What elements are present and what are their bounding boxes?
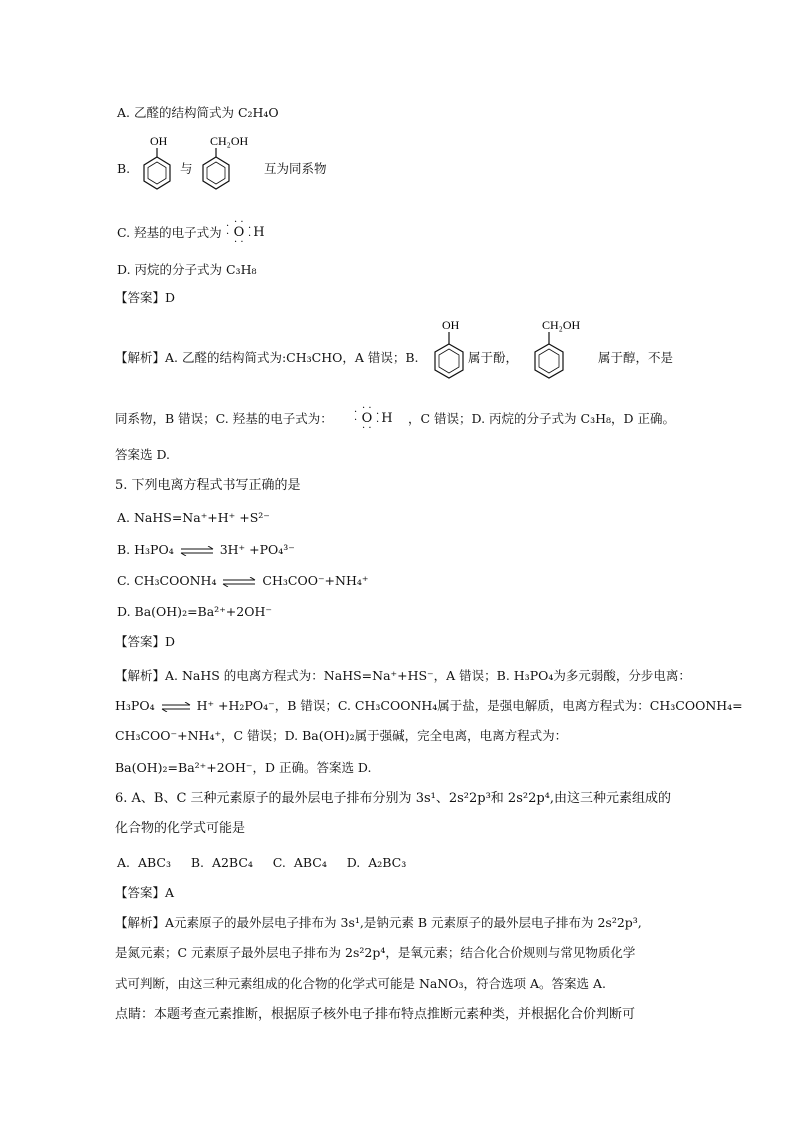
q5-explanation-line1: 【解析】A. NaHS 的电离方程式为：NaHS=Na⁺+HS⁻，A 错误；B. H₃PO₄为多元弱酸，分步电离： (115, 668, 691, 683)
q4-option-b-prefix: B. (117, 161, 131, 176)
q5-exp-line2-left: H₃PO₄ (115, 698, 155, 713)
q4-electron-h: H (253, 225, 265, 240)
benzyl-ch2oh-label-2: CH₂OH (542, 318, 581, 332)
q5-option-a: A. NaHS=Na⁺+H⁺ +S²⁻ (117, 510, 270, 525)
q4-explanation-line3: 答案选 D. (115, 447, 171, 462)
q5-option-c-right: CH₃COO⁻+NH₄⁺ (262, 573, 369, 588)
q5-option-b-left: B. H₃PO₄ (117, 542, 174, 557)
q5-option-c-left: C. CH₃COONH₄ (117, 573, 217, 588)
q4-explanation-line2b: ，C 错误；D. 丙烷的分子式为 C₃H₈，D 正确。 (408, 411, 676, 426)
phenol-oh-label: OH (150, 134, 168, 148)
q5-exp-line2-right: H⁺ +H₂PO₄⁻，B 错误；C. CH₃COONH₄属于盐，是强电解质，电离方程式为：CH₃COONH₄= (196, 698, 743, 713)
q5-option-d: D. Ba(OH)₂=Ba²⁺+2OH⁻ (117, 604, 272, 619)
q6-stem-line1: 6. A、B、C 三种元素原子的最外层电子排布分别为 3s¹、2s²2p³和 2s²2p⁴,由这三种元素组成的 (115, 791, 672, 806)
q4-option-a: A. 乙醛的结构简式为 C₂H₄O (117, 105, 279, 120)
q6-explanation-line3: 式可判断，由这三种元素组成的化合物的化学式可能是 NaNO₃，符合选项 A。答案选 A. (115, 976, 607, 991)
q6-answer: 【答案】A (115, 885, 175, 900)
q4-option-b-yu: 与 (180, 161, 193, 176)
q5-explanation-line4: Ba(OH)₂=Ba²⁺+2OH⁻，D 正确。答案选 D. (115, 760, 372, 775)
q4-option-d: D. 丙烷的分子式为 C₃H₈ (117, 262, 257, 277)
q6-options: A. ABC₃ B. A2BC₄ C. ABC₄ D. A₂BC₃ (117, 855, 407, 870)
q4-explanation-alcohol: 属于醇，不是 (598, 350, 674, 365)
q4-electron-o: O (233, 225, 245, 240)
phenol-oh-label-2: OH (442, 318, 460, 332)
q4-explanation-electron-formula: O · · · · · · · · H (354, 403, 393, 434)
q5-option-c (117, 572, 368, 590)
q6-explanation-line2: 是氮元素；C 元素原子最外层电子排布为 2s²2p⁴，是氧元素；结合化合价规则与常见物质化学 (115, 945, 636, 960)
q4-explanation-line2a: 同系物，B 错误；C. 羟基的电子式为： (115, 411, 333, 426)
q5-option-b-right: 3H⁺ +PO₄³⁻ (219, 542, 295, 557)
q4-option-c-prefix: C. 羟基的电子式为 (117, 225, 222, 240)
benzyl-alcohol-structure-figure (198, 130, 266, 200)
q4-answer: 【答案】D (115, 290, 176, 305)
q4-explanation-phenol: 属于酚， (468, 350, 519, 365)
benzyl-alcohol-structure-figure-2 (528, 316, 594, 390)
q5-answer: 【答案】D (115, 634, 176, 649)
q4-exp-electron-h: H (381, 411, 393, 426)
reversible-arrow-icon (222, 577, 256, 587)
reversible-arrow-icon (180, 546, 214, 556)
phenol-structure-figure-2 (428, 316, 468, 390)
q4-explanation-line1a: 【解析】A. 乙醛的结构简式为:CH₃CHO，A 错误；B. (115, 350, 419, 365)
phenol-structure-figure (140, 133, 176, 199)
q4-exp-electron-o: O (361, 411, 373, 426)
reversible-arrow-icon (161, 702, 191, 712)
q4-option-b-suffix: 互为同系物 (264, 161, 327, 176)
q5-explanation-line3: CH₃COO⁻+NH₄⁺，C 错误；D. Ba(OH)₂属于强碱，完全电离，电离方程式为： (115, 728, 568, 743)
q4-hydroxyl-electron-formula: O · · · · · · · · H (226, 217, 265, 248)
q5-stem: 5. 下列电离方程式书写正确的是 (115, 478, 301, 493)
q5-option-b (117, 541, 295, 559)
q6-stem-line2: 化合物的化学式可能是 (115, 821, 246, 836)
q6-note: 点睛：本题考查元素推断，根据原子核外电子排布特点推断元素种类，并根据化合价判断可 (115, 1007, 636, 1022)
q6-explanation-line1: 【解析】A元素原子的最外层电子排布为 3s¹,是钠元素 B 元素原子的最外层电子排布为 2s²2p³, (115, 915, 642, 930)
q5-explanation-line2 (115, 697, 743, 715)
benzyl-ch2oh-label: CH₂OH (210, 134, 249, 148)
